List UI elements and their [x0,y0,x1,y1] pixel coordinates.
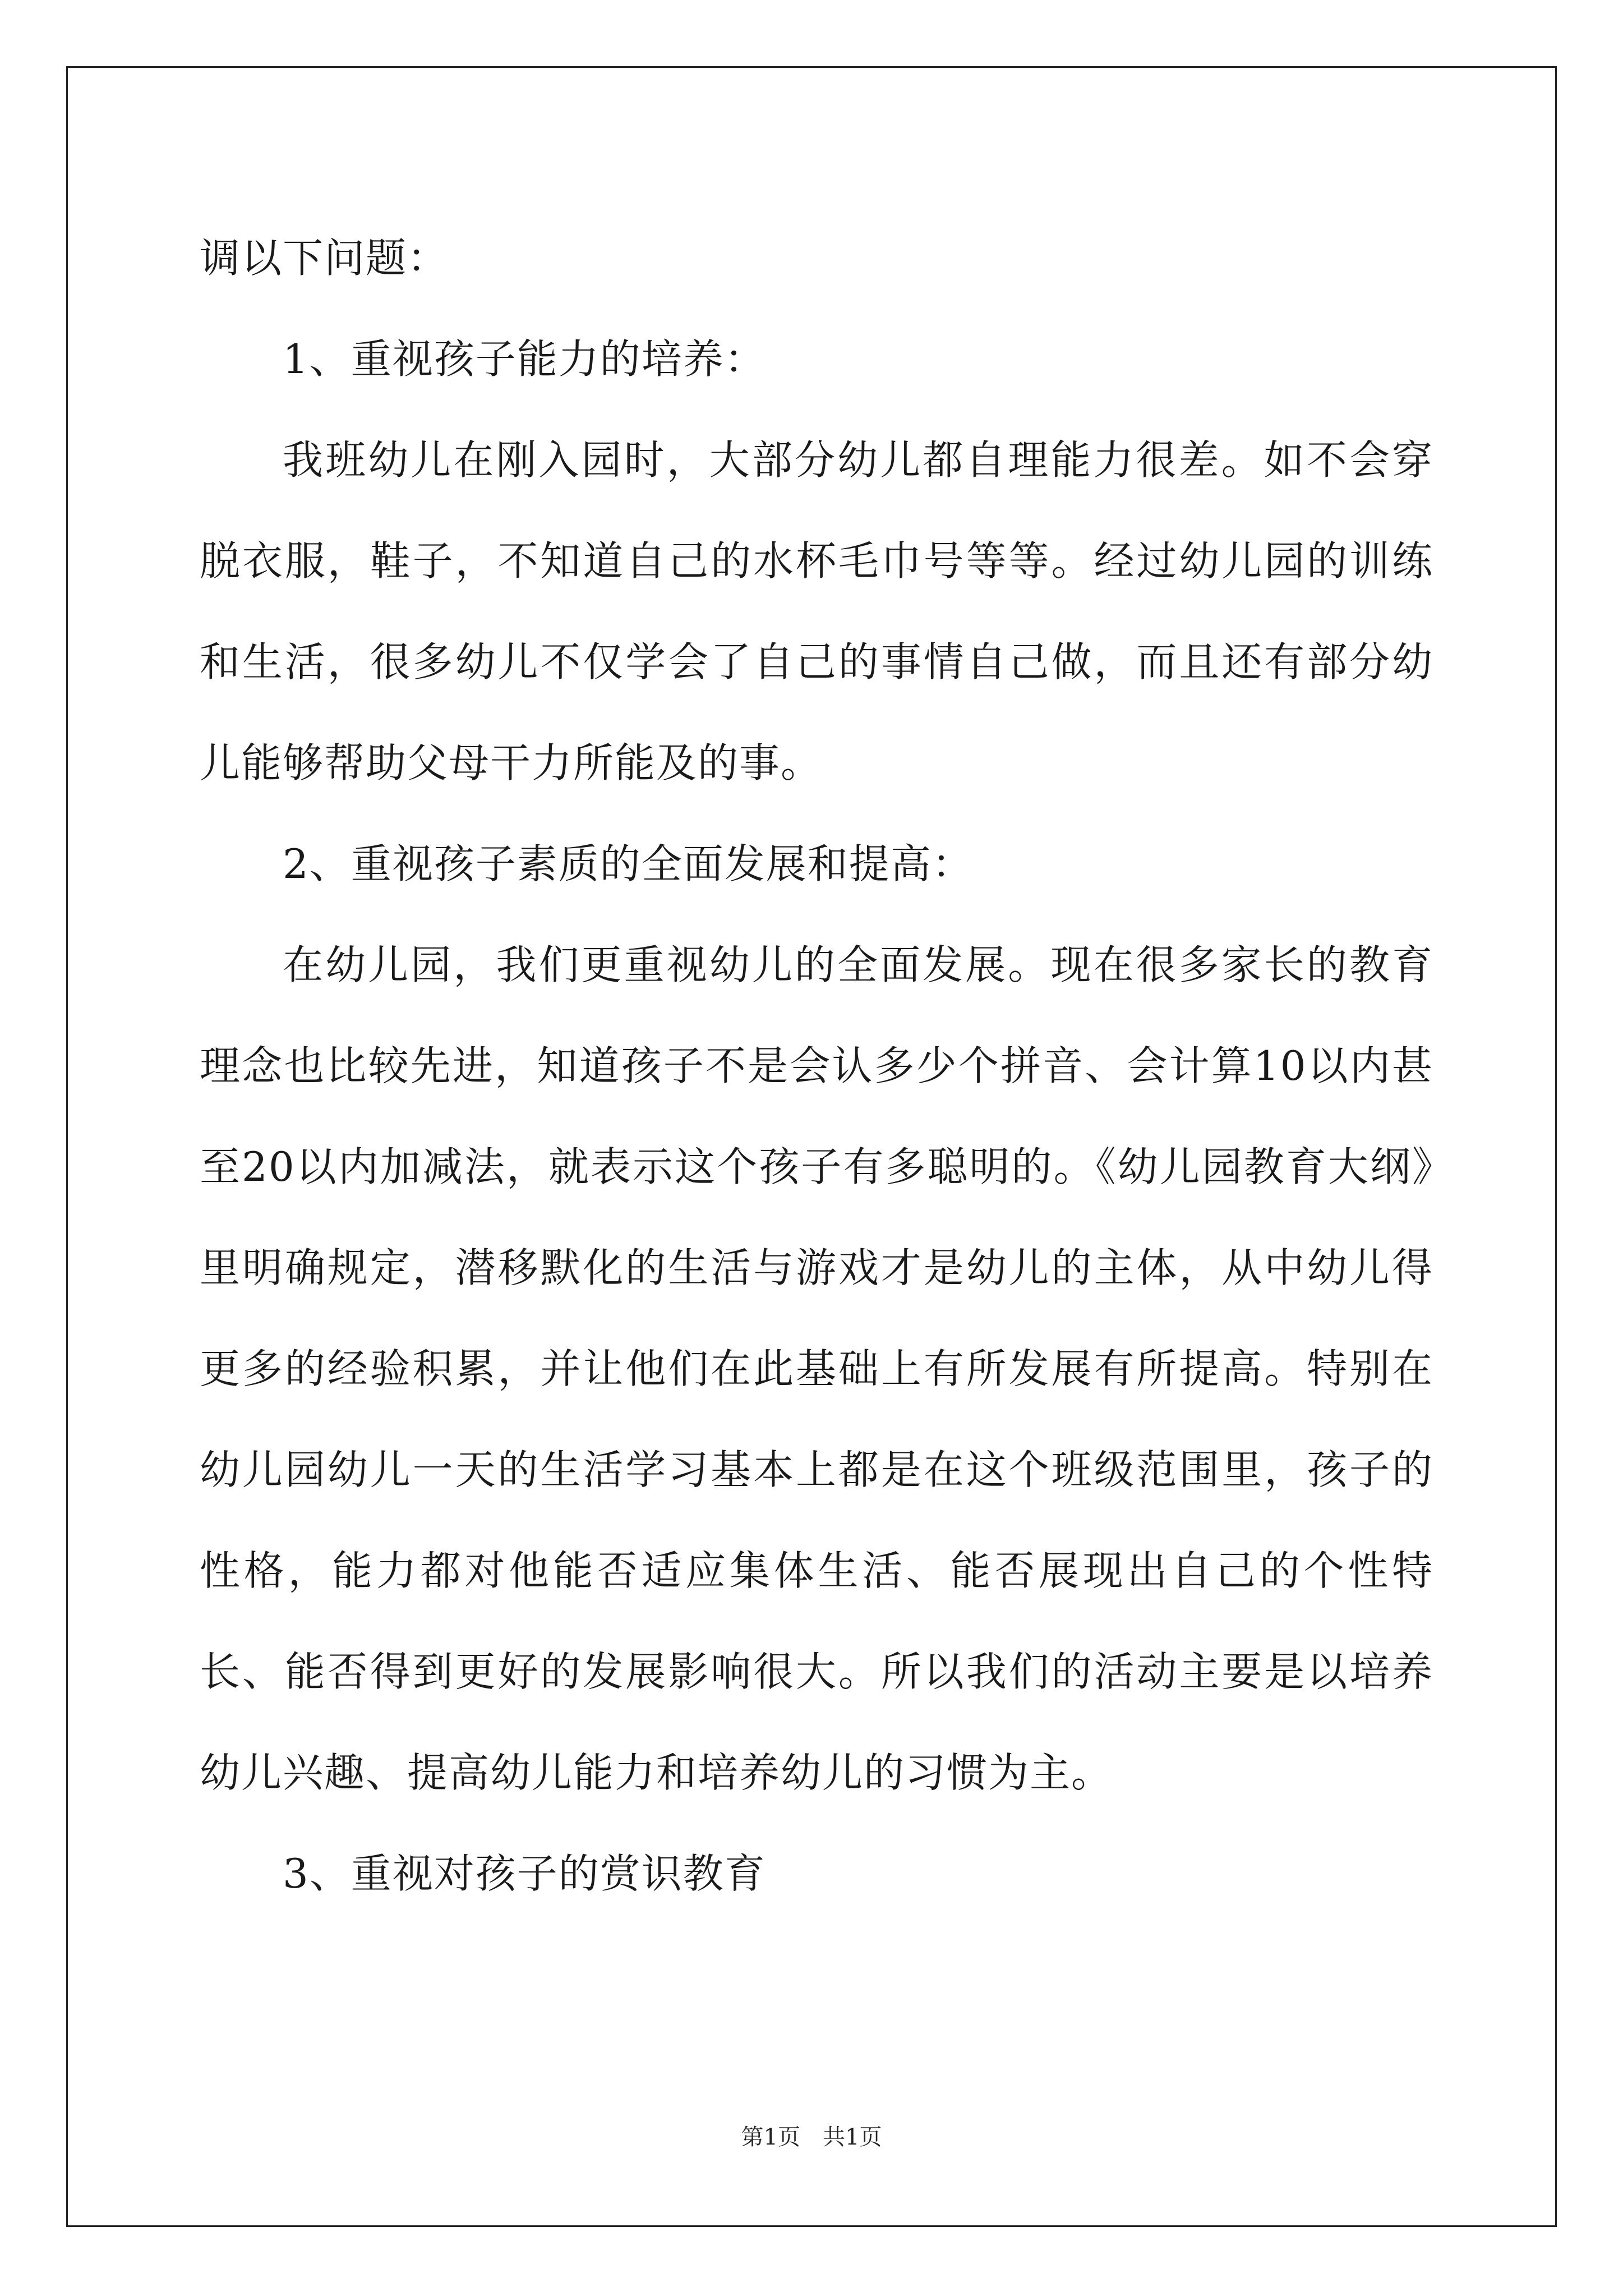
paragraph-quality: 在幼儿园，我们更重视幼儿的全面发展。现在很多家长的教育理念也比较先进，知道孩子不是会认多少个拼音、会计算10以内甚至20以内加减法，就表示这个孩子有多聪明的。《幼儿园教育大纲》里明确规定，潜移默化的生活与游戏才是幼儿的主体，从中幼儿得更多的经验积累，并让他们在此基础上有所发展有所提高。特别在幼儿园幼儿一天的生活学习基本上都是在这个班级范围里，孩子的性格，能力都对他能否适应集体生活、能否展现出自己的个性特长、能否得到更好的发展影响很大。所以我们的活动主要是以培养幼儿兴趣、提高幼儿能力和培养幼儿的习惯为主。 [200,941,1433,1796]
paragraph-ability: 我班幼儿在刚入园时，大部分幼儿都自理能力很差。如不会穿脱衣服，鞋子，不知道自己的水杯毛巾号等等。经过幼儿园的训练和生活，很多幼儿不仅学会了自己的事情自己做，而且还有部分幼儿能够帮助父母干力所能及的事。 [200,436,1433,786]
page-footer [0,2123,1623,2151]
heading-quality: 2、重视孩子素质的全面发展和提高： [283,840,974,887]
page-number-total: 共1页 [823,2124,882,2150]
heading-appreciation: 3、重视对孩子的赏识教育 [283,1850,766,1897]
heading-ability: 1、重视孩子能力的培养： [283,335,766,383]
document-body [200,208,1433,1924]
paragraph-intro: 调以下问题： [200,234,449,282]
page-number-current: 第1页 [741,2124,800,2150]
